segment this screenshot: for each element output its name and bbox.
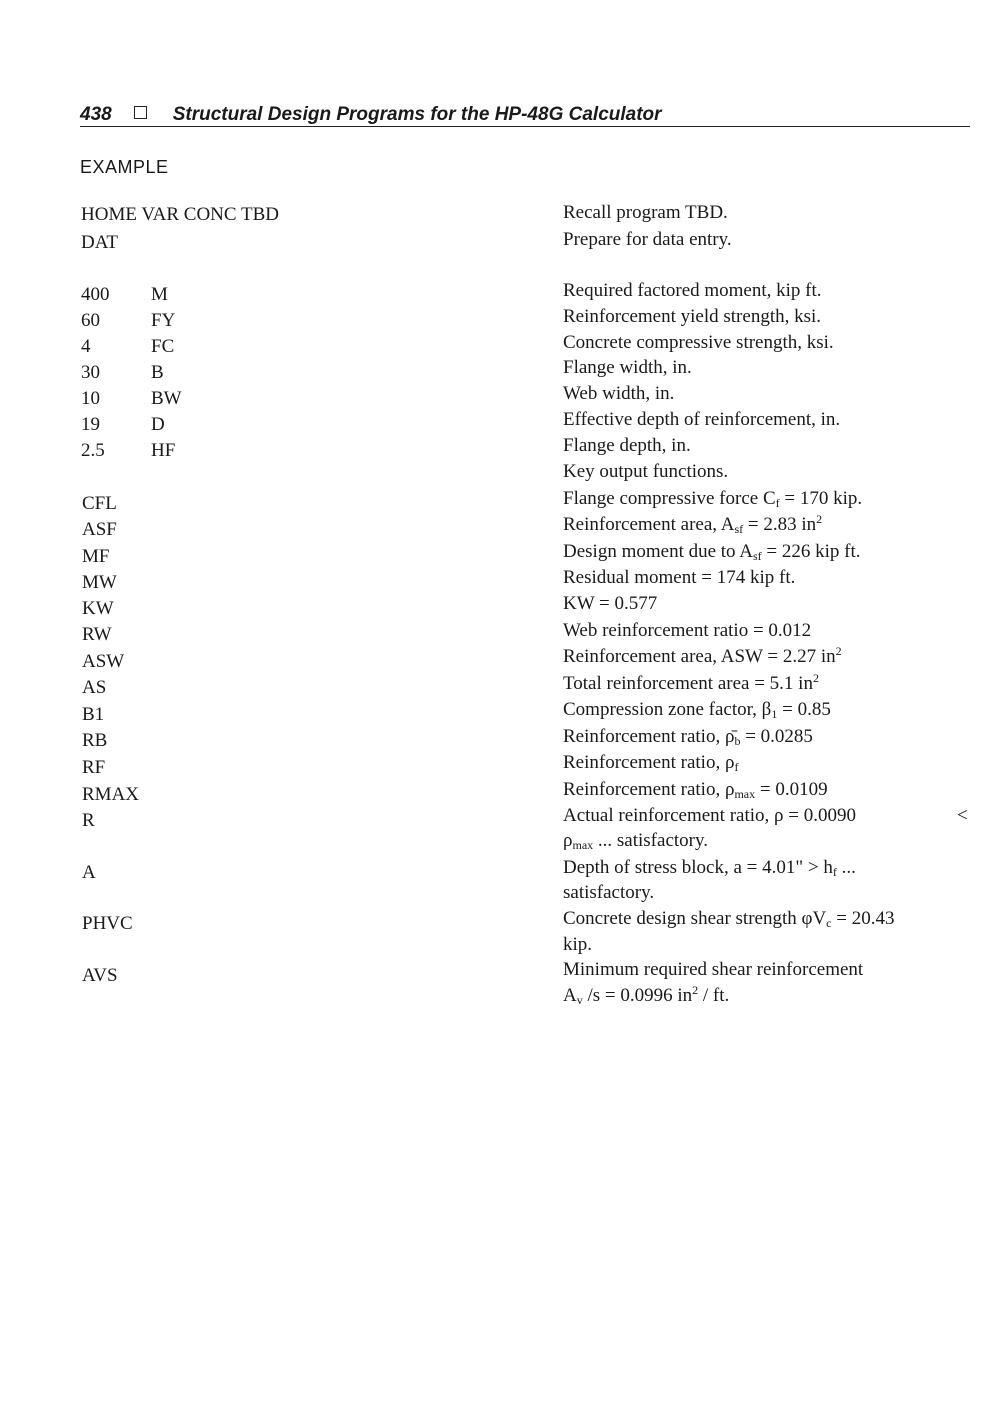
output-key: MW [82, 572, 117, 593]
output-key: PHVC [82, 913, 133, 934]
output-description: Web reinforcement ratio = 0.012 [563, 620, 812, 641]
input-description: Reinforcement yield strength, ksi. [563, 306, 822, 327]
output-description-continued: kip. [563, 934, 593, 955]
input-description: Effective depth of reinforcement, in. [563, 409, 841, 430]
input-description: Web width, in. [563, 383, 675, 404]
output-description: Compression zone factor, $\beta_1 = 0.85$ [563, 699, 831, 721]
box-icon [134, 106, 147, 119]
input-value: 2.5 [81, 440, 105, 461]
running-header [80, 104, 970, 127]
output-key: RMAX [82, 784, 140, 805]
input-variable: BW [151, 388, 182, 409]
input-description: Required factored moment, kip ft. [563, 280, 822, 301]
output-key: KW [82, 598, 114, 619]
command-dat: DAT [81, 232, 118, 253]
output-key: RW [82, 624, 112, 645]
command-home: HOME VAR CONC TBD [81, 204, 279, 225]
input-value: 4 [81, 336, 91, 357]
input-value: 60 [81, 310, 100, 331]
output-description: KW = 0.577 [563, 593, 658, 614]
output-description: Actual reinforcement ratio, ρ = 0.0090 [563, 805, 856, 826]
output-description: Reinforcement area, ASW = 2.27 $in^2$ [563, 644, 842, 667]
page-number: 438 [80, 104, 112, 125]
desc-dat: Prepare for data entry. [563, 229, 732, 250]
output-key: CFL [82, 493, 117, 514]
input-value: 19 [81, 414, 100, 435]
input-value: 10 [81, 388, 100, 409]
input-value: 30 [81, 362, 100, 383]
input-description: Concrete compressive strength, ksi. [563, 332, 834, 353]
output-description: Reinforcement area, $A_{sf} = 2.83$ $in^2$ [563, 512, 823, 536]
input-variable: D [151, 414, 165, 435]
input-variable: B [151, 362, 164, 383]
input-variable: FY [151, 310, 176, 331]
output-key: AVS [82, 965, 118, 986]
output-key: ASF [82, 519, 117, 540]
output-description: Flange compressive force $C_f = 170$ kip. [563, 488, 863, 510]
section-title: EXAMPLE [80, 157, 169, 177]
input-variable: M [151, 284, 168, 305]
output-description: Total reinforcement area = 5.1 $in^2$ [563, 671, 819, 694]
output-description: Reinforcement ratio, $\rho_{max} = 0.0109$ [563, 779, 828, 801]
less-than-sign: < [957, 805, 968, 826]
output-description: Reinforcement ratio, $\rho_f$ [563, 752, 739, 774]
output-key: R [82, 810, 95, 831]
input-variable: FC [151, 336, 175, 357]
output-description: Residual moment = 174 kip ft. [563, 567, 796, 588]
output-key: RB [82, 730, 108, 751]
output-description: Depth of stress block, a = 4.01" > $h_f$ ... [563, 857, 856, 879]
output-key: AS [82, 677, 107, 698]
output-description-continued: satisfactory. [563, 882, 655, 903]
output-key: B1 [82, 704, 105, 725]
input-description: Flange width, in. [563, 357, 692, 378]
output-description-continued: $\rho_{max}$ ... satisfactory. [563, 830, 709, 852]
input-value: 400 [81, 284, 110, 305]
desc-home: Recall program TBD. [563, 202, 728, 223]
output-key: ASW [82, 651, 125, 672]
output-description: Concrete design shear strength $\varphi V_c = 20.43$ [563, 908, 895, 930]
output-key: RF [82, 757, 106, 778]
output-description: Reinforcement ratio, $\rhō_b = 0.0285$ [563, 726, 813, 748]
output-description-continued: $A_v$ /s = 0.0996 $in^2$ / ft. [563, 983, 730, 1007]
output-description: Design moment due to $A_{sf} = 226$ kip ft. [563, 541, 861, 563]
header-title: Structural Design Programs for the HP-48G Calculator [172, 104, 662, 125]
input-description: Flange depth, in. [563, 435, 691, 456]
input-variable: HF [151, 440, 176, 461]
output-description: Minimum required shear reinforcement [563, 959, 864, 980]
output-key: MF [82, 546, 110, 567]
key-output-label: Key output functions. [563, 461, 729, 482]
output-key: A [82, 862, 96, 883]
